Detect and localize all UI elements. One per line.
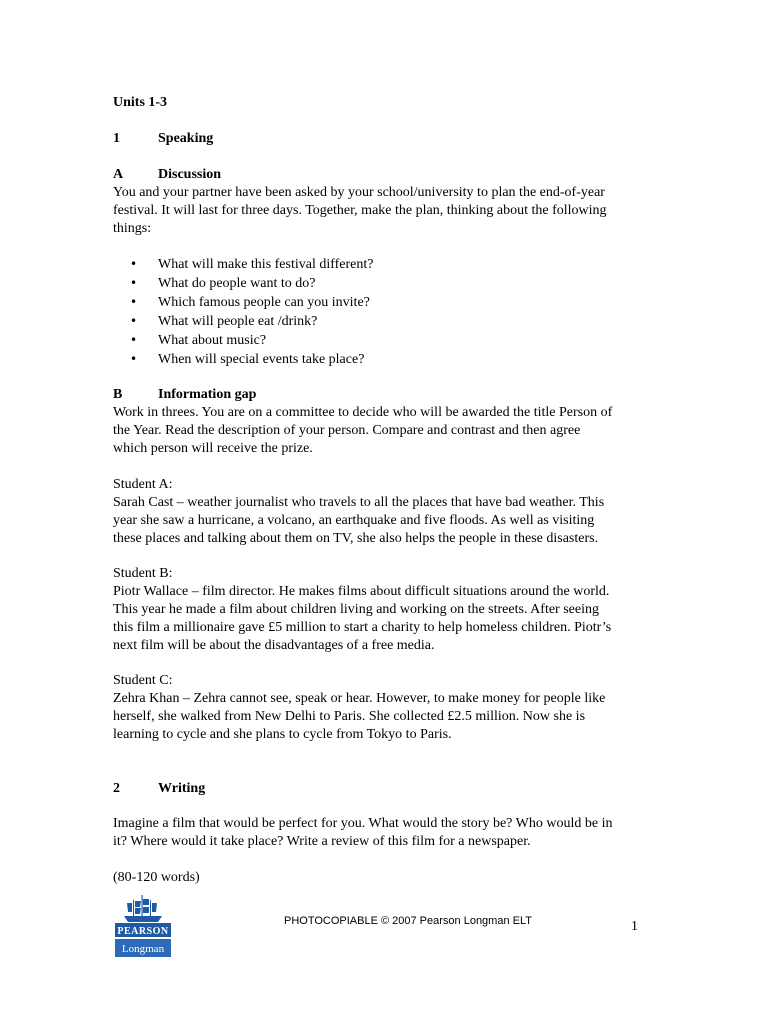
part-b-title: Information gap [158,387,257,402]
paragraph-line: next film will be about the disadvantages of a free media. [113,638,435,653]
list-item-text: What do people want to do? [158,276,316,291]
paragraph-line: this film a millionaire gave £5 million to start a charity to help homeless children. Piotr’s [113,620,612,635]
paragraph-line: Imagine a film that would be perfect for you. What would the story be? Who would be in [113,816,613,831]
section-1-title: Speaking [158,131,214,146]
units-title: Units 1-3 [113,95,168,110]
student-a-block [113,476,673,548]
logo-line1: PEARSON [117,926,169,937]
paragraph-line: Sarah Cast – weather journalist who travels to all the places that have bad weather. This [113,495,605,510]
paragraph-line: This year he made a film about children living and working on the streets. After seeing [113,602,599,617]
list-item [130,350,374,369]
paragraph-line: year she saw a hurricane, a volcano, an earthquake and five floods. As well as visiting [113,513,595,528]
section-2-heading [113,780,673,798]
part-a-letter: A [113,167,124,182]
list-item [130,274,374,293]
list-item-text: Which famous people can you invite? [158,295,370,310]
section-2-paragraph [113,815,673,851]
paragraph-line: it? Where would it take place? Write a review of this film for a newspaper. [113,834,531,849]
part-b-paragraph [113,404,673,458]
paragraph-line: these places and talking about them on TV, she also helps the people in these disasters. [113,531,599,546]
paragraph-line: You and your partner have been asked by your school/university to plan the end-of-year [113,185,605,200]
paragraph-line: herself, she walked from New Delhi to Paris. She collected £2.5 million. Now she is [113,709,586,724]
bullet-icon: • [130,352,138,366]
paragraph-line: things: [113,221,152,236]
part-b-heading [113,386,673,404]
student-a-label: Student A: [113,477,173,492]
section-1-heading [113,130,673,148]
list-item [130,255,374,274]
page-number: 1 [631,919,638,934]
bullet-icon: • [130,333,138,347]
paragraph-line: Work in threes. You are on a committee to decide who will be awarded the title Person of [113,405,613,420]
paragraph-line: learning to cycle and she plans to cycle from Tokyo to Paris. [113,727,452,742]
section-1-number: 1 [113,131,120,146]
student-b-block [113,565,673,655]
pearson-longman-logo [114,893,172,959]
bullet-icon: • [130,295,138,309]
bullet-icon: • [130,276,138,290]
section-2-number: 2 [113,781,120,796]
paragraph-line: the Year. Read the description of your person. Compare and contrast and then agree [113,423,581,438]
list-item-text: What about music? [158,333,267,348]
paragraph-line: which person will receive the prize. [113,441,313,456]
paragraph-line: Zehra Khan – Zehra cannot see, speak or hear. However, to make money for people like [113,691,606,706]
part-a-heading [113,166,673,184]
bullet-icon: • [130,314,138,328]
part-a-title: Discussion [158,167,222,182]
part-a-paragraph [113,184,673,238]
list-item [130,293,374,312]
student-c-label: Student C: [113,673,173,688]
list-item [130,312,374,331]
student-b-label: Student B: [113,566,173,581]
part-b-letter: B [113,387,123,402]
discussion-bullet-list [130,255,374,369]
list-item-text: What will make this festival different? [158,257,374,272]
ship-icon [114,893,172,959]
section-2-title: Writing [158,781,206,796]
list-item-text: When will special events take place? [158,352,365,367]
student-c-block [113,672,673,744]
copyright-footer: PHOTOCOPIABLE © 2007 Pearson Longman ELT [284,915,532,927]
paragraph-line: festival. It will last for three days. Together, make the plan, thinking about the following [113,203,607,218]
list-item-text: What will people eat /drink? [158,314,318,329]
bullet-icon: • [130,257,138,271]
word-count: (80-120 words) [113,870,200,885]
list-item [130,331,374,350]
paragraph-line: Piotr Wallace – film director. He makes films about difficult situations around the world. [113,584,610,599]
logo-line2: Longman [121,943,165,955]
